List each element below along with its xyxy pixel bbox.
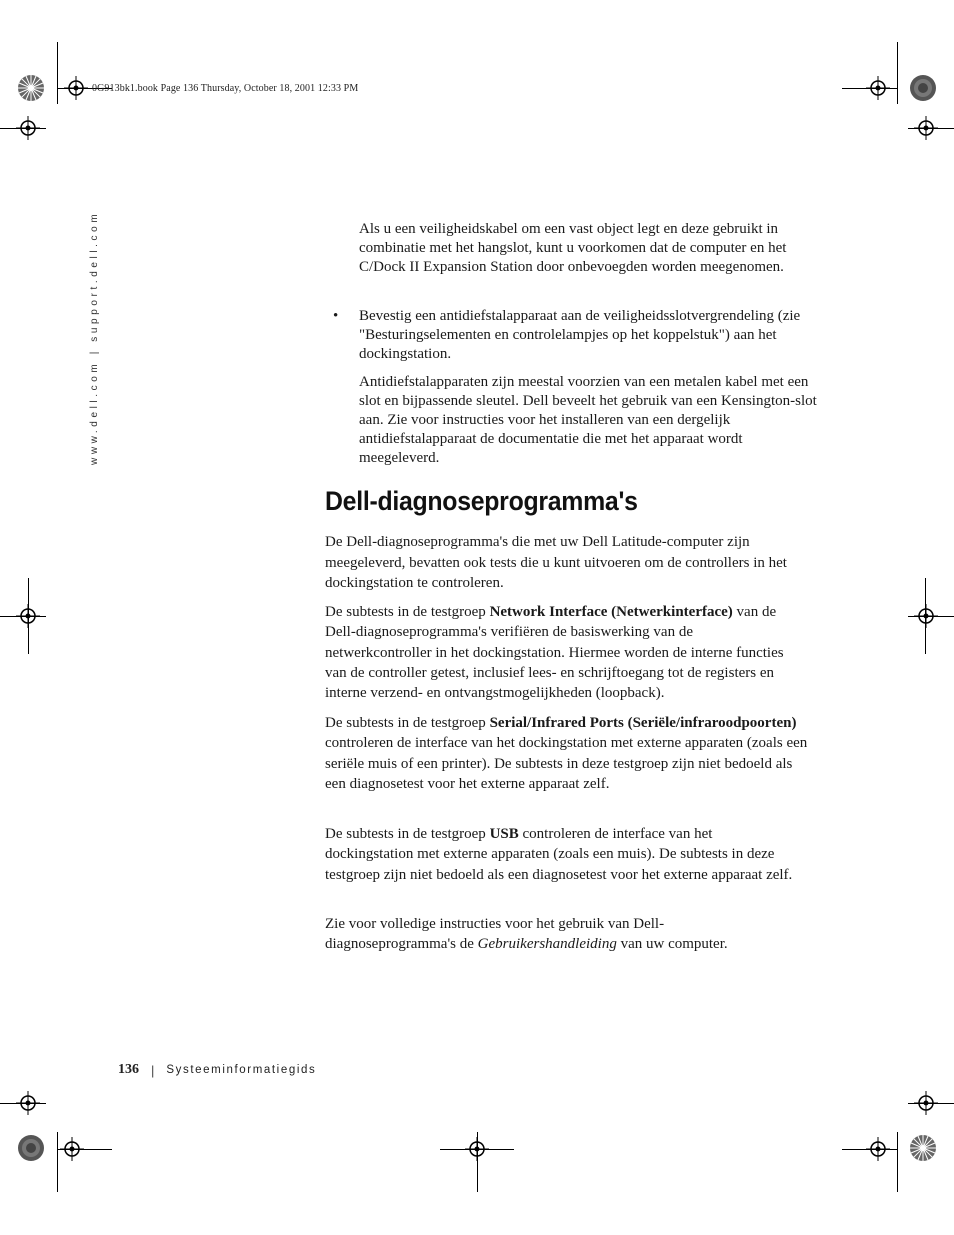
side-url: www.dell.com | support.dell.com bbox=[89, 210, 100, 465]
paragraph-security-cable: Als u een veiligheidskabel om een vast object legt en deze gebruikt in combinatie met het hangslot, kunt u voorkomen dat de computer en het C/Dock II Expansion Station door onbevoegden worden meegenomen. bbox=[359, 221, 787, 275]
print-slug: 0G913bk1.book Page 136 Thursday, October 18, 2001 12:33 PM bbox=[92, 83, 359, 94]
registration-target-icon bbox=[16, 1091, 40, 1115]
registration-target-icon bbox=[914, 604, 938, 628]
bullet-item-antitheft: Bevestig een antidiefstalapparaat aan de veiligheidsslotvergrendeling (zie "Besturingselementen en controlelampjes op het koppelstuk") aan het dockingstation. bbox=[359, 308, 801, 362]
text-run: De subtests in de testgroep bbox=[325, 604, 490, 620]
registration-target-icon bbox=[465, 1137, 489, 1161]
bullet-marker: • bbox=[333, 308, 339, 324]
registration-target-icon bbox=[60, 1137, 84, 1161]
page-footer bbox=[118, 1062, 316, 1078]
text-run: controleren de interface van het dockingstation met externe apparaten (zoals een muis). De subtests in deze testgroep zijn niet bedoeld als een diagnosetest voor het externe apparaat zelf. bbox=[325, 826, 793, 883]
text-run: De subtests in de testgroep bbox=[325, 715, 490, 731]
footer-separator: | bbox=[151, 1062, 155, 1078]
text-run: van de Dell-diagnoseprogramma's verifiëren de basiswerking van de netwerkcontroller in het dockingstation. Hiermee worden de interne functies van de controller getest, inclusief lees- en schrijftoegang tot de registers en interne verzend- en ontvangstmogelijkheden (loopback). bbox=[325, 604, 784, 702]
crop-line-bottom-left bbox=[57, 1132, 58, 1192]
crop-line-bottom-right bbox=[897, 1132, 898, 1192]
text-run: controleren de interface van het dockingstation met externe apparaten (zoals een seriële muis of een printer). De subtests in deze testgroep zijn niet bedoeld als een diagnosetest voor het externe apparaat zelf. bbox=[325, 735, 808, 792]
test-group-name: Serial/Infrared Ports (Seriële/infraroodpoorten) bbox=[489, 715, 797, 731]
calibration-starburst-icon bbox=[909, 1134, 937, 1162]
crop-line-top-right bbox=[897, 42, 898, 104]
section-title: Dell-diagnoseprogramma's bbox=[325, 486, 638, 516]
paragraph-antitheft-devices: Antidiefstalapparaten zijn meestal voorzien van een metalen kabel met een slot en bijpassende sleutel. Dell beveelt het gebruik van een Kensington-slot aan. Zie voor instructies voor het installeren van een dergelijk antidiefstalapparaat de documentatie die met het apparaat wordt meegeleverd. bbox=[359, 374, 817, 466]
text-run: van uw computer. bbox=[616, 936, 728, 953]
test-group-name: USB bbox=[489, 826, 519, 842]
calibration-disc-icon bbox=[909, 74, 937, 102]
calibration-disc-icon bbox=[17, 1134, 45, 1162]
page-number: 136 bbox=[118, 1062, 139, 1077]
registration-target-icon bbox=[16, 604, 40, 628]
test-group-name: Network Interface (Netwerkinterface) bbox=[489, 604, 733, 620]
book-title: Systeeminformatiegids bbox=[166, 1064, 317, 1076]
paragraph-closing bbox=[325, 914, 765, 955]
registration-target-icon bbox=[914, 116, 938, 140]
paragraph-network-interface bbox=[325, 602, 790, 703]
text-run: Zie voor volledige instructies voor het gebruik van Dell-diagnoseprogramma's de bbox=[325, 916, 665, 953]
crop-line-top-left bbox=[57, 42, 58, 104]
registration-target-icon bbox=[866, 1137, 890, 1161]
registration-target-icon bbox=[64, 76, 88, 100]
paragraph-serial-ports bbox=[325, 713, 813, 794]
registration-target-icon bbox=[866, 76, 890, 100]
text-run: De subtests in de testgroep bbox=[325, 826, 490, 842]
manual-reference: Gebruikershandleiding bbox=[477, 936, 617, 953]
registration-target-icon bbox=[16, 116, 40, 140]
calibration-starburst-icon bbox=[17, 74, 45, 102]
paragraph-diagnostics-intro: De Dell-diagnoseprogramma's die met uw Dell Latitude-computer zijn meegeleverd, bevatten ook tests die u kunt uitvoeren om de controllers in het dockingstation te controleren. bbox=[325, 534, 787, 591]
registration-target-icon bbox=[914, 1091, 938, 1115]
paragraph-usb bbox=[325, 824, 795, 885]
